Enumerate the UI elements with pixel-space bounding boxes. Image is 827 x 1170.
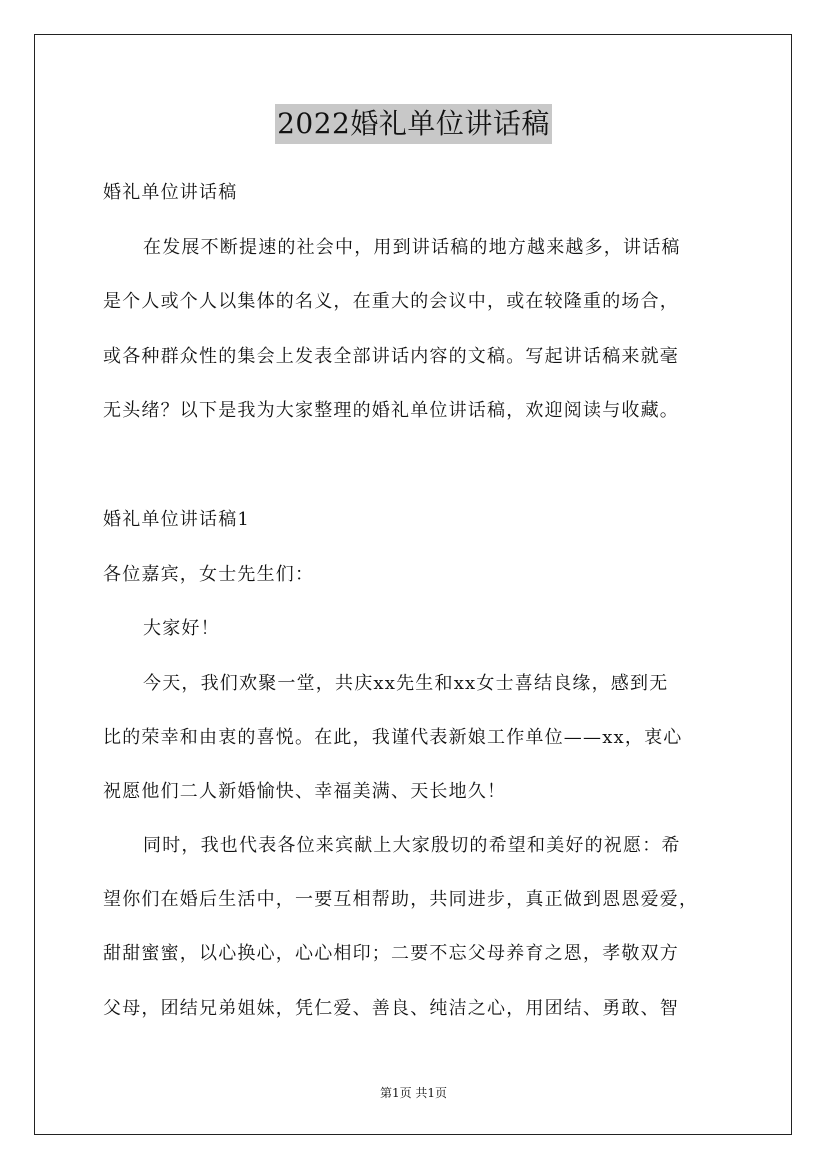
greeting: 大家好！ <box>143 618 220 639</box>
paragraph-line: 父母，团结兄弟姐妹，凭仁爱、善良、纯洁之心，用团结、勇敢、智 <box>103 998 679 1019</box>
paragraph-line: 在发展不断提速的社会中，用到讲话稿的地方越来越多，讲话稿 <box>143 237 681 258</box>
paragraph-line: 比的荣幸和由衷的喜悦。在此，我谨代表新娘工作单位——xx，衷心 <box>103 727 683 748</box>
section-heading: 婚礼单位讲话稿 <box>103 182 238 203</box>
paragraph-line: 祝愿他们二人新婚愉快、幸福美满、天长地久！ <box>103 781 507 802</box>
section-heading: 婚礼单位讲话稿1 <box>103 509 251 530</box>
paragraph-line: 今天，我们欢聚一堂，共庆xx先生和xx女士喜结良缘，感到无 <box>143 673 669 694</box>
paragraph-line: 同时，我也代表各位来宾献上大家殷切的希望和美好的祝愿：希 <box>143 835 681 856</box>
paragraph-line: 是个人或个人以集体的名义，在重大的会议中，或在较隆重的场合， <box>103 291 679 312</box>
paragraph-line: 望你们在婚后生活中，一要互相帮助，共同进步，真正做到恩恩爱爱， <box>103 889 699 910</box>
paragraph-line: 或各种群众性的集会上发表全部讲话内容的文稿。写起讲话稿来就毫 <box>103 346 679 367</box>
page-footer: 第1页 共1页 <box>379 1086 448 1100</box>
title-container <box>0 104 827 144</box>
paragraph-line: 无头绪？以下是我为大家整理的婚礼单位讲话稿，欢迎阅读与收藏。 <box>103 400 679 421</box>
salutation: 各位嘉宾，女士先生们： <box>103 564 315 585</box>
paragraph-line: 甜甜蜜蜜，以心换心，心心相印；二要不忘父母养育之恩，孝敬双方 <box>103 943 679 964</box>
document-title: 2022婚礼单位讲话稿 <box>275 104 552 144</box>
